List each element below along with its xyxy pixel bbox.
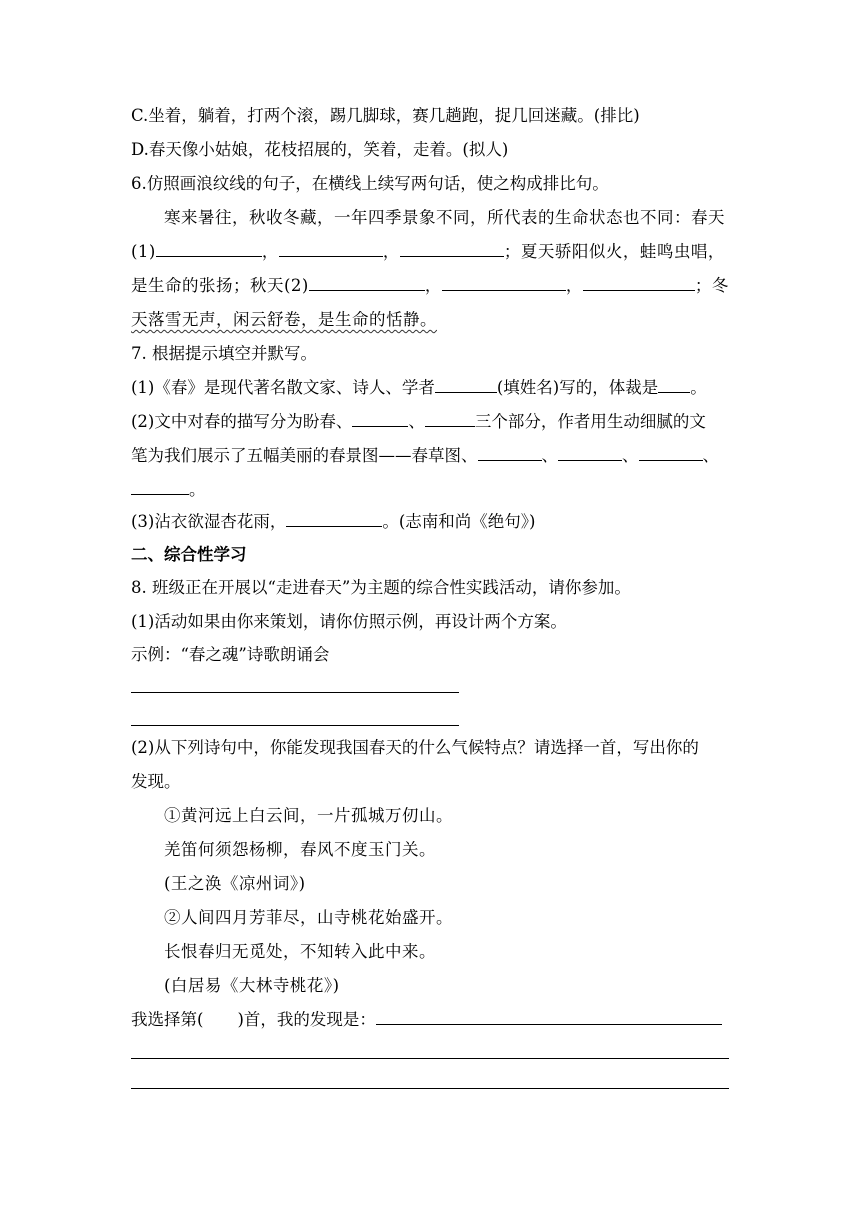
answer-line-plan2[interactable] (131, 725, 459, 726)
poem1-line2: 羌笛何须怨杨柳，春风不度玉门关。 (164, 840, 436, 859)
answer-line-discovery-3[interactable] (131, 1088, 729, 1089)
q6-line2: (1) ， ， ；夏天骄阳似火，蛙鸣虫唱， (131, 242, 725, 261)
q6-line4 (131, 308, 437, 332)
question-6: 6.仿照画浪纹线的句子，在横线上续写两句话，使之构成排比句。 (131, 174, 609, 193)
q7-blank-part2[interactable] (352, 410, 408, 427)
q8-example: 示例：“春之魂”诗歌朗诵会 (131, 645, 330, 664)
q7-part2-line2: 笔为我们展示了五幅美丽的春景图——春草图、 、 、 、 (131, 446, 719, 465)
q7-blank-part3[interactable] (425, 410, 475, 427)
q7-part1: (1)《春》是现代著名散文家、诗人、学者 (填姓名)写的，体裁是 。 (131, 378, 707, 397)
option-c: C.坐着，躺着，打两个滚，踢几脚球，赛几趟跑，捉几回迷藏。(排比) (131, 106, 640, 125)
q8-part2-line1: (2)从下列诗句中，你能发现我国春天的什么气候特点？请选择一首，写出你的 (131, 738, 699, 757)
poem2-source: (白居易《大林寺桃花》) (164, 976, 340, 995)
poem2-line1: ②人间四月芳菲尽，山寺桃花始盛开。 (164, 908, 453, 927)
q7-blank-scene2[interactable] (478, 444, 542, 461)
q6-blank-2c[interactable] (583, 274, 695, 291)
answer-line-discovery-2[interactable] (131, 1058, 729, 1059)
q6-blank-1a[interactable] (156, 240, 262, 257)
q7-part3: (3)沾衣欲湿杏花雨， 。(志南和尚《绝句》) (131, 512, 536, 531)
q6-blank-2b[interactable] (442, 274, 566, 291)
q6-blank-1c[interactable] (400, 240, 504, 257)
choose-line: 我选择第( )首，我的发现是： (131, 1008, 722, 1032)
q7-blank-poem-line[interactable] (286, 510, 382, 527)
question-7: 7. 根据提示填空并默写。 (131, 344, 317, 363)
q7-blank-scene4[interactable] (639, 444, 703, 461)
poem2-line2: 长恨春归无觅处，不知转入此中来。 (164, 942, 436, 961)
section-heading: 二、综合性学习 (131, 545, 247, 564)
q6-blank-2a[interactable] (309, 274, 425, 291)
option-d: D.春天像小姑娘，花枝招展的，笑着，走着。(拟人) (131, 140, 509, 159)
q7-blank-genre[interactable] (658, 376, 690, 393)
q7-blank-author[interactable] (435, 376, 497, 393)
q8-part2-line2: 发现。 (131, 772, 181, 791)
poem1-source: (王之涣《凉州词》) (164, 874, 306, 893)
poem1-line1: ①黄河远上白云间，一片孤城万仞山。 (164, 806, 453, 825)
question-8: 8. 班级正在开展以“走进春天”为主题的综合性实践活动，请你参加。 (131, 578, 631, 597)
q6-line3: 是生命的张扬；秋天(2) ， ， ；冬 (131, 276, 729, 295)
answer-line-plan1[interactable] (131, 692, 459, 693)
q7-part2-line1: (2)文中对春的描写分为盼春、 、 三个部分，作者用生动细腻的文 (131, 412, 706, 431)
q6-intro: 寒来暑往，秋收冬藏，一年四季景象不同，所代表的生命状态也不同：春天 (164, 208, 725, 227)
q8-part1: (1)活动如果由你来策划，请你仿照示例，再设计两个方案。 (131, 612, 567, 631)
q6-blank-1b[interactable] (279, 240, 383, 257)
q7-part2-line3: 。 (131, 478, 206, 502)
q7-blank-scene3[interactable] (558, 444, 622, 461)
q7-blank-scene5[interactable] (131, 478, 189, 495)
discovery-blank[interactable] (376, 1008, 722, 1025)
wavy-underlined-sentence: 天落雪无声，闲云舒卷，是生命的恬静。 (131, 310, 437, 329)
